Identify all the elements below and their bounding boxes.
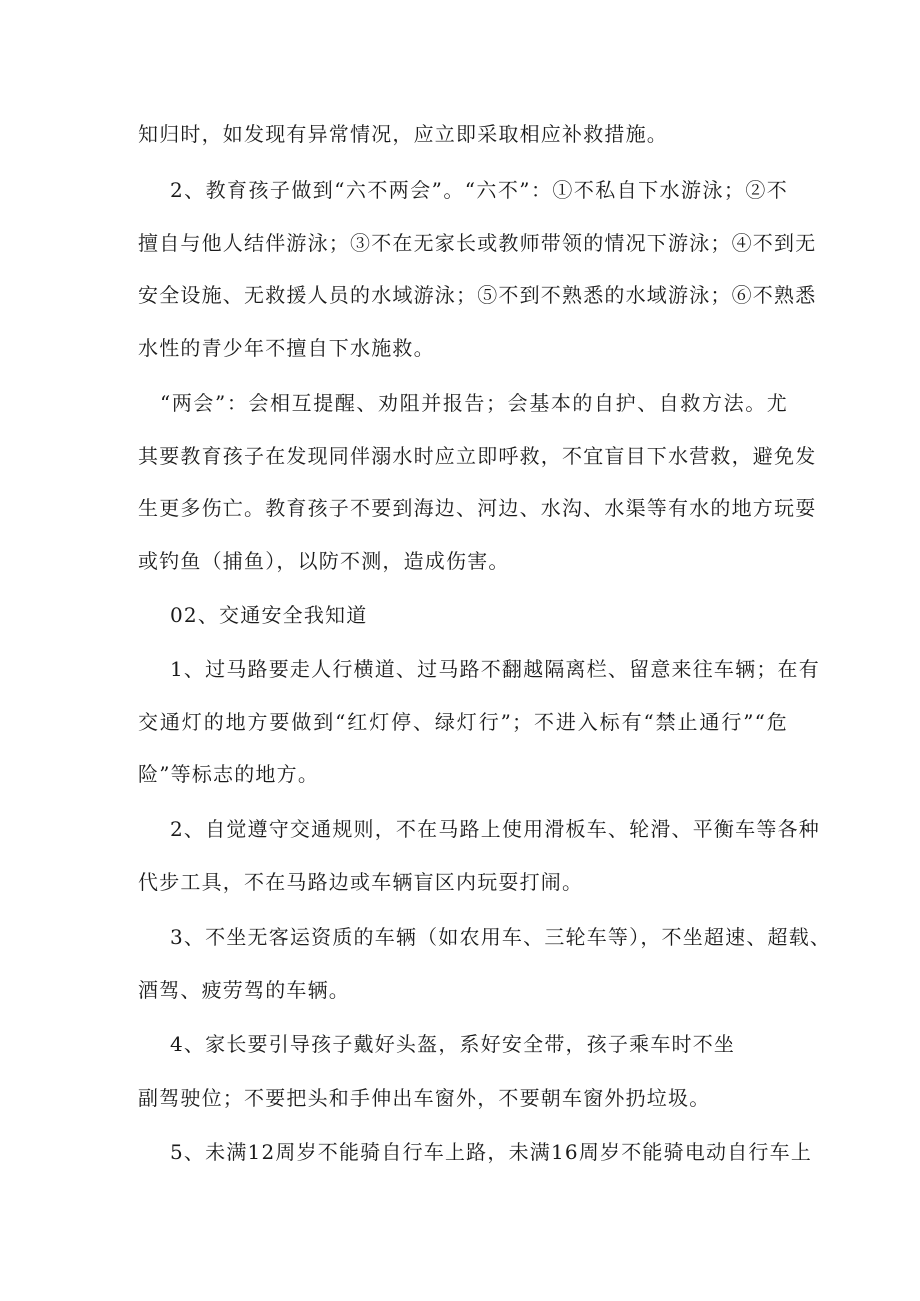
section-heading: 02、交通安全我知道 [170,603,368,627]
text-line: 4、家长要引导孩子戴好头盔，系好安全带，孩子乘车时不坐 [170,1032,736,1056]
text-line: 3、不坐无客运资质的车辆（如农用车、三轮车等），不坐超速、超载、 [170,925,832,949]
text-line: 险”等标志的地方。 [138,762,320,786]
text-line: “两会”：会相互提醒、劝阻并报告；会基本的自护、自救方法。尤 [160,391,788,415]
text-line: 5、未满12周岁不能骑自行车上路，未满16周岁不能骑电动自行车上 [170,1140,813,1164]
text-line: 擅自与他人结伴游泳；③不在无家长或教师带领的情况下游泳；④不到无 [138,231,817,255]
text-line: 或钓鱼（捕鱼），以防不测，造成伤害。 [138,549,510,573]
text-line: 生更多伤亡。教育孩子不要到海边、河边、水沟、水渠等有水的地方玩耍 [138,496,817,520]
text-line: 交通灯的地方要做到“红灯停、绿灯行”；不进入标有“禁止通行”“危 [138,710,788,734]
text-line: 其要教育孩子在发现同伴溺水时应立即呼救，不宜盲目下水营救，避免发 [138,444,817,468]
text-line: 酒驾、疲劳驾的车辆。 [138,978,350,1002]
text-line: 1、过马路要走人行横道、过马路不翻越隔离栏、留意来往车辆；在有 [170,657,820,681]
text-line: 2、教育孩子做到“六不两会”。“六不”：①不私自下水游泳；②不 [170,178,788,202]
text-line: 安全设施、无救援人员的水域游泳；⑤不到不熟悉的水域游泳；⑥不熟悉 [138,283,817,307]
text-line: 代步工具，不在马路边或车辆盲区内玩耍打闹。 [138,870,584,894]
text-line: 副驾驶位；不要把头和手伸出车窗外，不要朝车窗外扔垃圾。 [138,1086,711,1110]
text-line: 知归时，如发现有异常情况，应立即采取相应补救措施。 [138,122,668,146]
text-line: 2、自觉遵守交通规则，不在马路上使用滑板车、轮滑、平衡车等各种 [170,817,820,841]
text-line: 水性的青少年不擅自下水施救。 [138,336,435,360]
